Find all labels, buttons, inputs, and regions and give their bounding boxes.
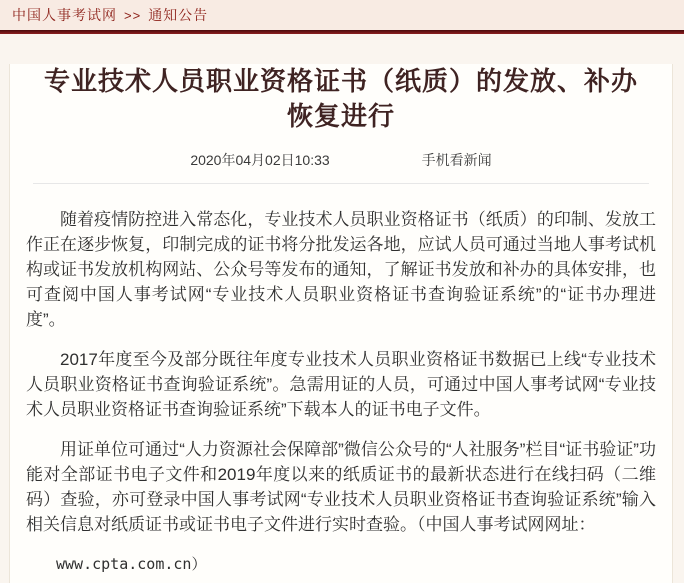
page-title: 专业技术人员职业资格证书（纸质）的发放、补办恢复进行 — [43, 66, 638, 131]
breadcrumb-separator: >> — [124, 7, 142, 23]
article-container — [9, 64, 673, 583]
breadcrumb — [12, 5, 208, 25]
website-url: www.cpta.com.cn） — [56, 555, 207, 573]
article-paragraph: 2017年度至今及部分既往年度专业技术人员职业资格证书数据已上线“专业技术人员职业资格证书查询验证系统”。急需用证的人员，可通过中国人事考试网“专业技术人员职业资格证书查询验证系统”下载本人的证书电子文件。 — [26, 350, 656, 419]
article-paragraph: 随着疫情防控进入常态化，专业技术人员职业资格证书（纸质）的印制、发放工作正在逐步恢复，印制完成的证书将分批发运各地，应试人员可通过当地人事考试机构或证书发放机构网站、公众号等发布的通知，了解证书发放和补办的具体安排，也可查阅中国人事考试网“专业技术人员职业资格证书查询验证系统”的“证书办理进度”。 — [26, 210, 656, 329]
breadcrumb-site-link[interactable]: 中国人事考试网 — [12, 7, 117, 23]
article-body — [10, 207, 672, 577]
breadcrumb-strip — [0, 0, 684, 30]
publish-date: 2020年04月02日10:33 — [190, 152, 330, 168]
article-paragraph: 用证单位可通过“人力资源社会保障部”微信公众号的“人社服务”栏目“证书验证”功能对全部证书电子文件和2019年度以来的纸质证书的最新状态进行在线扫码（二维码）查验，亦可登录中国人事考试网“专业技术人员职业资格证书查询验证系统”输入相关信息对纸质证书或证书电子文件进行实时查验。（中国人事考试网网址： — [26, 440, 656, 534]
meta-divider — [33, 183, 649, 184]
header-rule — [0, 30, 684, 34]
article-meta — [10, 150, 672, 170]
mobile-news-link[interactable]: 手机看新闻 — [421, 152, 492, 168]
breadcrumb-section-link[interactable]: 通知公告 — [148, 7, 209, 23]
